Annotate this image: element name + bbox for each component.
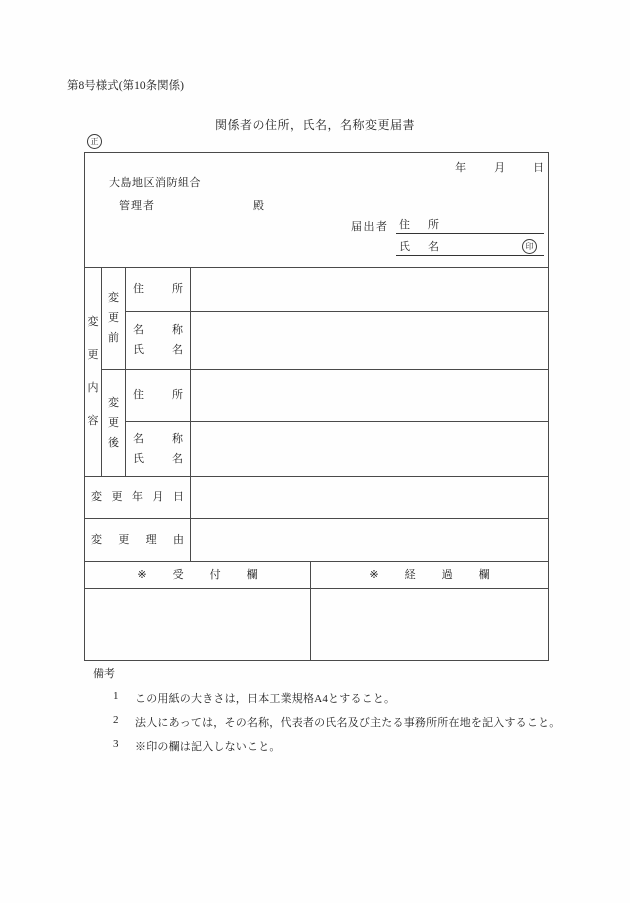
after-address-label-cell [126,370,191,422]
reception-column-input-cell [85,589,311,661]
reception-column-label: ※ 受 付 欄 [137,568,258,581]
change-reason-input-cell [191,519,549,562]
seal-placeholder-icon [522,239,537,254]
after-address-input-cell [191,370,549,422]
notes-heading: 備考 [93,668,115,680]
before-name-label-cell [126,312,191,370]
before-name-input-cell [191,312,549,370]
notifier-name-field [396,237,544,256]
change-date-label-cell [85,477,191,519]
after-label-cell [102,370,126,477]
before-name-label-line2: 氏 名 [133,344,183,356]
notifier-name-label: 氏 名 [399,241,439,253]
form-number: 第8号様式(第10条関係) [67,80,184,92]
change-date-label: 変 更 年 月 日 [91,491,184,503]
after-address-label: 住 所 [133,389,183,401]
change-reason-label-cell [85,519,191,562]
after-label: 変 更 後 [108,396,119,449]
before-label-cell [102,268,126,370]
form-title: 関係者の住所，氏名，名称変更届書 [214,118,415,132]
after-name-label-line1: 名 称 [133,432,183,445]
change-date-input-cell [191,477,549,519]
notifier-address-label: 住 所 [399,219,439,231]
after-name-input-cell [191,422,549,477]
honorific-label: 殿 [253,200,264,212]
note-text: 法人にあっては，その名称，代表者の氏名及び主たる事務所所在地を記入すること。 [135,717,561,729]
date-line: 年 月 日 [455,162,545,174]
administrator-label: 管理者 [119,200,155,212]
note-item-1 [113,690,395,706]
progress-column-label: ※ 経 過 欄 [369,568,490,581]
note-number: 1 [113,690,119,702]
form-header-section [85,153,549,268]
note-item-2 [113,714,561,730]
reception-column-header-cell [85,562,311,589]
group-label: 変 更 内 容 [87,316,99,427]
change-reason-label: 変 更 理 由 [91,533,184,546]
note-number: 2 [113,714,119,726]
progress-column-header-cell [311,562,549,589]
note-item-3 [113,738,281,754]
form-table [84,152,549,661]
note-text: この用紙の大きさは，日本工業規格A4とすること。 [135,693,396,705]
progress-column-input-cell [311,589,549,661]
correction-mark-icon [87,134,102,149]
after-name-label-line2: 氏 名 [133,452,183,465]
before-address-input-cell [191,268,549,312]
before-address-label-cell [126,268,191,312]
before-label: 変 更 前 [108,292,119,344]
before-name-label-line1: 名 称 [133,324,183,336]
before-address-label: 住 所 [133,283,183,295]
group-label-cell [85,268,102,477]
correction-mark-text: 正 [90,136,99,146]
seal-mark-text: 印 [525,241,534,251]
notifier-address-field [396,215,544,234]
organization-name: 大島地区消防組合 [109,177,201,189]
note-text: ※印の欄は記入しないこと。 [135,741,281,753]
note-number: 3 [113,738,119,750]
notifier-label: 届出者 [351,221,389,233]
after-name-label-cell [126,422,191,477]
